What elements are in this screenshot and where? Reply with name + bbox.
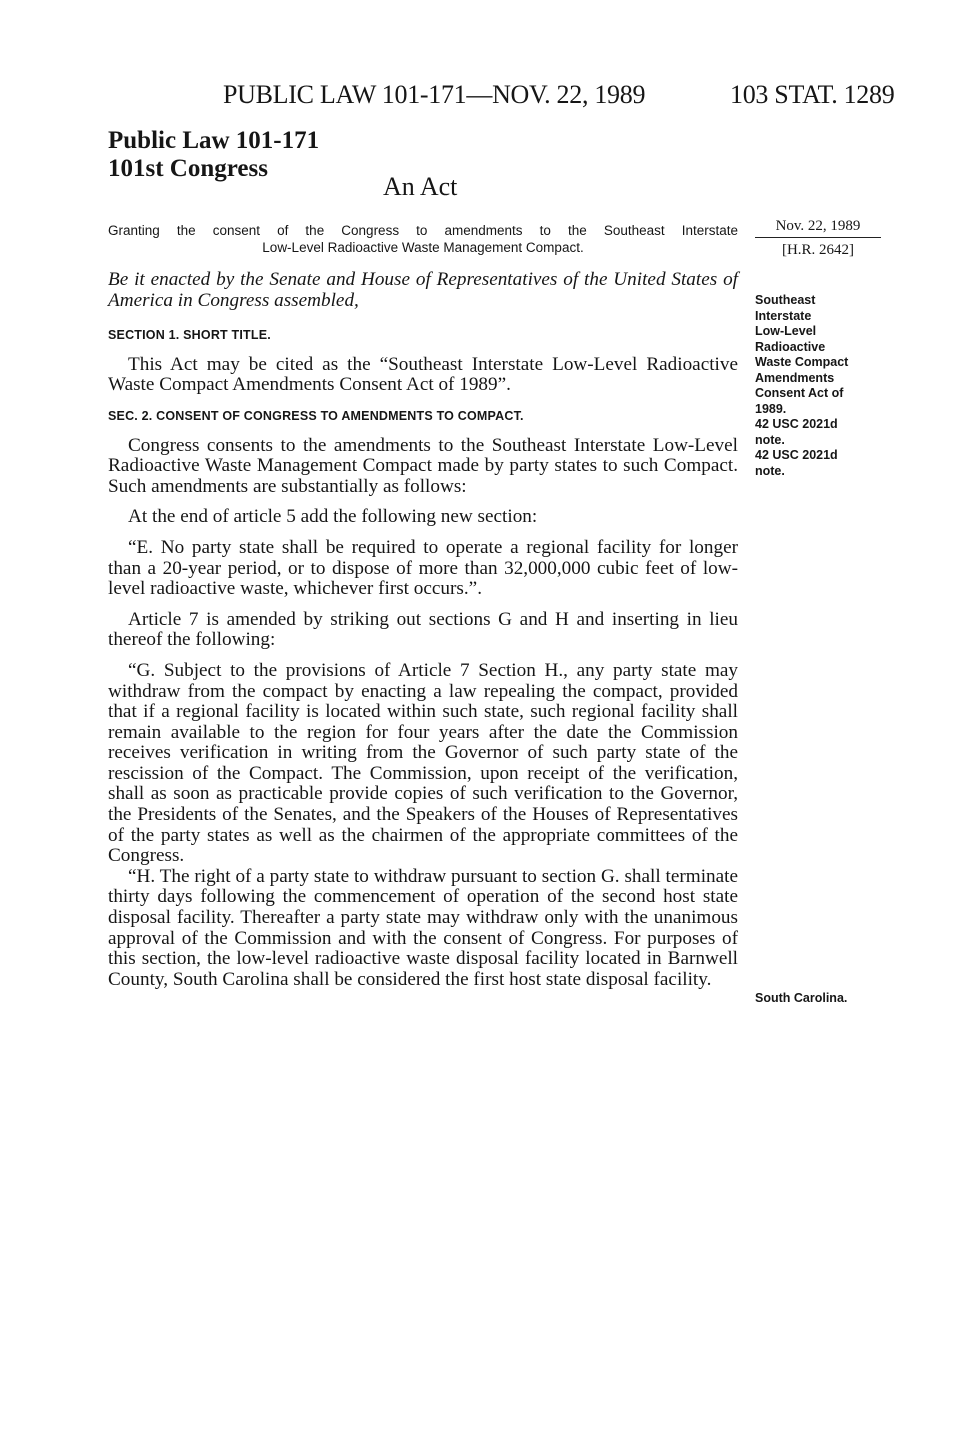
section-2-heading: SEC. 2. CONSENT OF CONGRESS TO AMENDMENTS TO COMPACT. bbox=[108, 408, 524, 423]
bill-number: [H.R. 2642] bbox=[781, 242, 855, 258]
margin-note: note. bbox=[755, 463, 785, 478]
section-h-text: “H. The right of a party state to withdraw pursuant to section G. shall terminate thirty days following the commencement of operation of the second host state disposal facility. Thereafter a party state may withdraw only with the unanimous approval of the Commission and with the consent of Congress. For purposes of this section, the low-level radioactive waste disposal facility located in Barnwell County, South Carolina shall be considered the first host state disposal facility. bbox=[108, 865, 738, 990]
date-bill-block bbox=[755, 218, 881, 259]
enacting-clause: Be it enacted by the Senate and House of Representatives of the United States of America in Congress assembled, bbox=[108, 269, 738, 311]
stat-page-number: 103 STAT. 1289 bbox=[730, 80, 895, 109]
act-title: An Act bbox=[383, 172, 458, 201]
purpose-line-1: Granting the consent of the Congress to amendments to the Southeast Interstate bbox=[108, 223, 738, 238]
margin-note: 1989. bbox=[755, 401, 787, 416]
body-text bbox=[108, 270, 738, 1000]
section-2-text: Congress consents to the amendments to the Southeast Interstate Low-Level Radioactive Waste Management Compact made by party states to such Compact. Such amendments are substantially as follows: bbox=[108, 434, 738, 497]
running-head: PUBLIC LAW 101-171—NOV. 22, 1989 bbox=[223, 80, 646, 109]
margin-note: Amendments bbox=[755, 370, 835, 385]
public-law-number: Public Law 101-171 bbox=[108, 127, 320, 154]
section-1-heading: SECTION 1. SHORT TITLE. bbox=[108, 328, 271, 343]
purpose-clause bbox=[108, 222, 738, 256]
article-5-intro: At the end of article 5 add the following new section: bbox=[128, 506, 538, 528]
margin-note: Low-Level bbox=[755, 324, 817, 338]
margin-note: 42 USC 2021d bbox=[755, 448, 838, 462]
margin-note: Waste Compact bbox=[755, 355, 849, 369]
section-g-text: “G. Subject to the provisions of Article 7 Section H., any party state may withdraw from the compact by enacting a law repealing the compact, provided that if a regional facility is located within such state, such regional facility shall remain available to the region for four years after the date the Commission receives verification in writing from the Governor of such party state of the rescission of the Compact. The Commission, upon receipt of the verification, shall as soon as practicable provide copies of such verification to the Governor, the Presidents of the Senates, and the Speakers of the Houses of Representatives of the party states as well as the chairmen of the appropriate committees of the Congress. bbox=[108, 659, 738, 867]
margin-note: Interstate bbox=[755, 308, 812, 323]
section-1-text: This Act may be cited as the “Southeast Interstate Low-Level Radioactive Waste Compact Amendments Consent Act of 1989”. bbox=[108, 353, 738, 396]
enactment-date: Nov. 22, 1989 bbox=[755, 218, 881, 238]
margin-note: note. bbox=[755, 432, 785, 447]
purpose-line-2: Low-Level Radioactive Waste Management Compact. bbox=[262, 240, 584, 255]
margin-notes bbox=[755, 293, 895, 479]
margin-note: Consent Act of bbox=[755, 386, 844, 400]
margin-note-south-carolina: South Carolina. bbox=[755, 991, 848, 1005]
margin-note: Radioactive bbox=[755, 339, 826, 354]
section-e-text: “E. No party state shall be required to operate a regional facility for longer than a 20-year period, or to dispose of more than 32,000,000 cubic feet of low-level radioactive waste, whichever first occurs.”. bbox=[108, 536, 738, 600]
margin-note: Southeast bbox=[755, 293, 816, 307]
margin-note: 42 USC 2021d bbox=[755, 417, 838, 431]
congress-label: 101st Congress bbox=[108, 155, 268, 182]
article-7-intro: Article 7 is amended by striking out sections G and H and inserting in lieu thereof the following: bbox=[108, 608, 738, 651]
